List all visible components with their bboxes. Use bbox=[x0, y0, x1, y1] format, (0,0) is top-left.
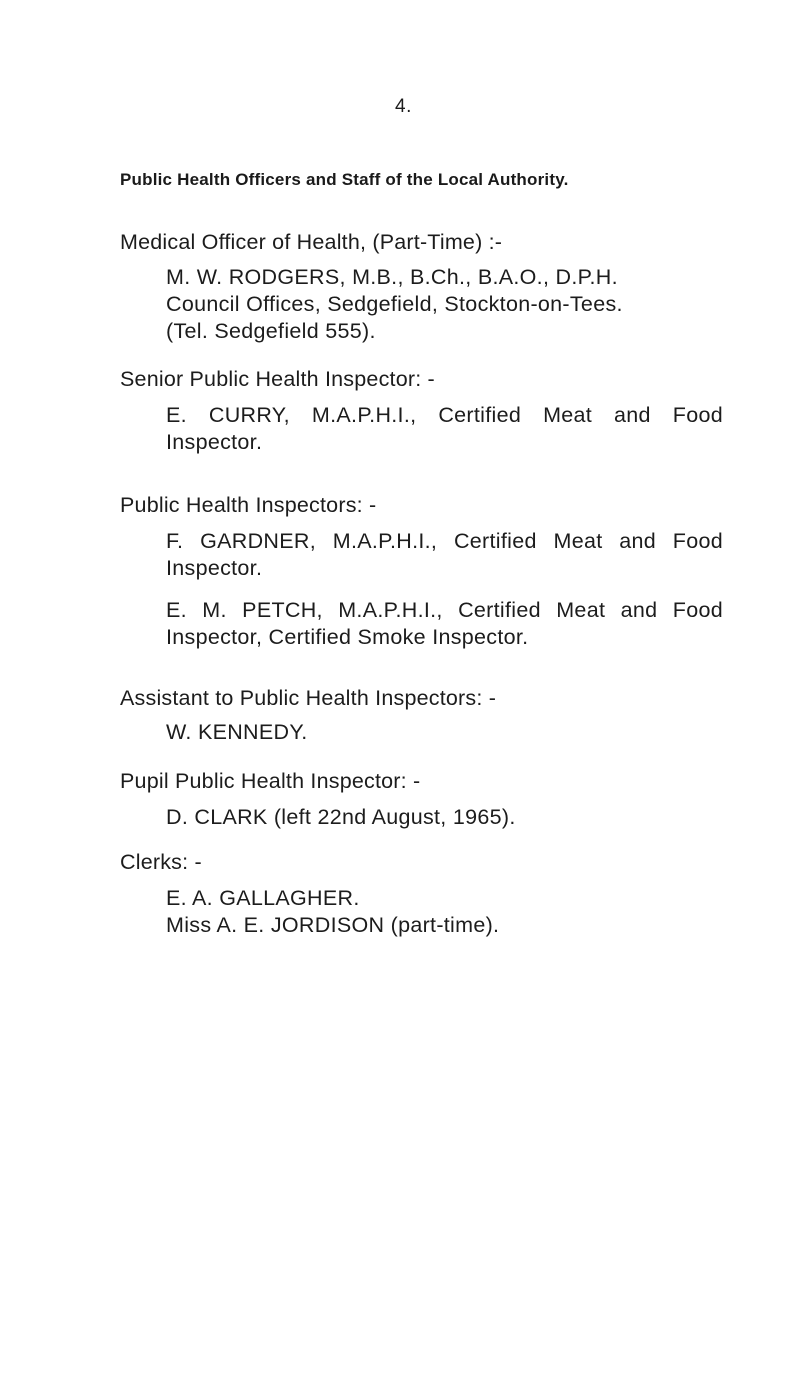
entry-line: E. M. PETCH, M.A.P.H.I., Certified Meat and Food bbox=[166, 598, 723, 622]
staff-entry bbox=[166, 528, 723, 582]
entry-line: Inspector, Certified Smoke Inspector. bbox=[166, 625, 529, 649]
staff-entry bbox=[166, 597, 723, 651]
entry-line: Inspector. bbox=[166, 556, 263, 580]
entry-line: M. W. RODGERS, M.B., B.Ch., B.A.O., D.P.H. bbox=[166, 265, 618, 289]
section-title: Assistant to Public Health Inspectors: - bbox=[120, 686, 497, 710]
section-assistant bbox=[120, 684, 720, 746]
entry-line: (Tel. Sedgefield 555). bbox=[166, 319, 376, 343]
entry-line: Miss A. E. JORDISON (part-time). bbox=[166, 913, 500, 937]
section-title: Pupil Public Health Inspector: - bbox=[120, 769, 421, 793]
page-number: 4. bbox=[395, 96, 412, 117]
section-inspectors bbox=[120, 491, 723, 651]
section-clerks bbox=[120, 848, 720, 939]
entry-line: E. CURRY, M.A.P.H.I., Certified Meat and Food bbox=[166, 403, 723, 427]
entry-line: E. A. GALLAGHER. bbox=[166, 886, 360, 910]
section-pupil-inspector bbox=[120, 767, 720, 831]
entry-line: F. GARDNER, M.A.P.H.I., Certified Meat and Food bbox=[166, 529, 723, 553]
staff-entry bbox=[166, 719, 723, 746]
entry-line: D. CLARK (left 22nd August, 1965). bbox=[166, 805, 516, 829]
entry-line: W. KENNEDY. bbox=[166, 720, 308, 744]
section-medical-officer bbox=[120, 228, 720, 345]
section-senior-inspector bbox=[120, 365, 723, 456]
staff-entry bbox=[166, 264, 723, 345]
page-heading: Public Health Officers and Staff of the Local Authority. bbox=[120, 170, 569, 189]
section-title: Clerks: - bbox=[120, 850, 202, 874]
staff-entry bbox=[166, 804, 723, 831]
entry-line: Council Offices, Sedgefield, Stockton-on-Tees. bbox=[166, 292, 623, 316]
staff-entry bbox=[166, 885, 723, 939]
entry-line: Inspector. bbox=[166, 430, 263, 454]
staff-entry bbox=[166, 402, 723, 456]
section-title: Medical Officer of Health, (Part-Time) :- bbox=[120, 230, 503, 254]
section-title: Senior Public Health Inspector: - bbox=[120, 367, 435, 391]
section-title: Public Health Inspectors: - bbox=[120, 493, 377, 517]
